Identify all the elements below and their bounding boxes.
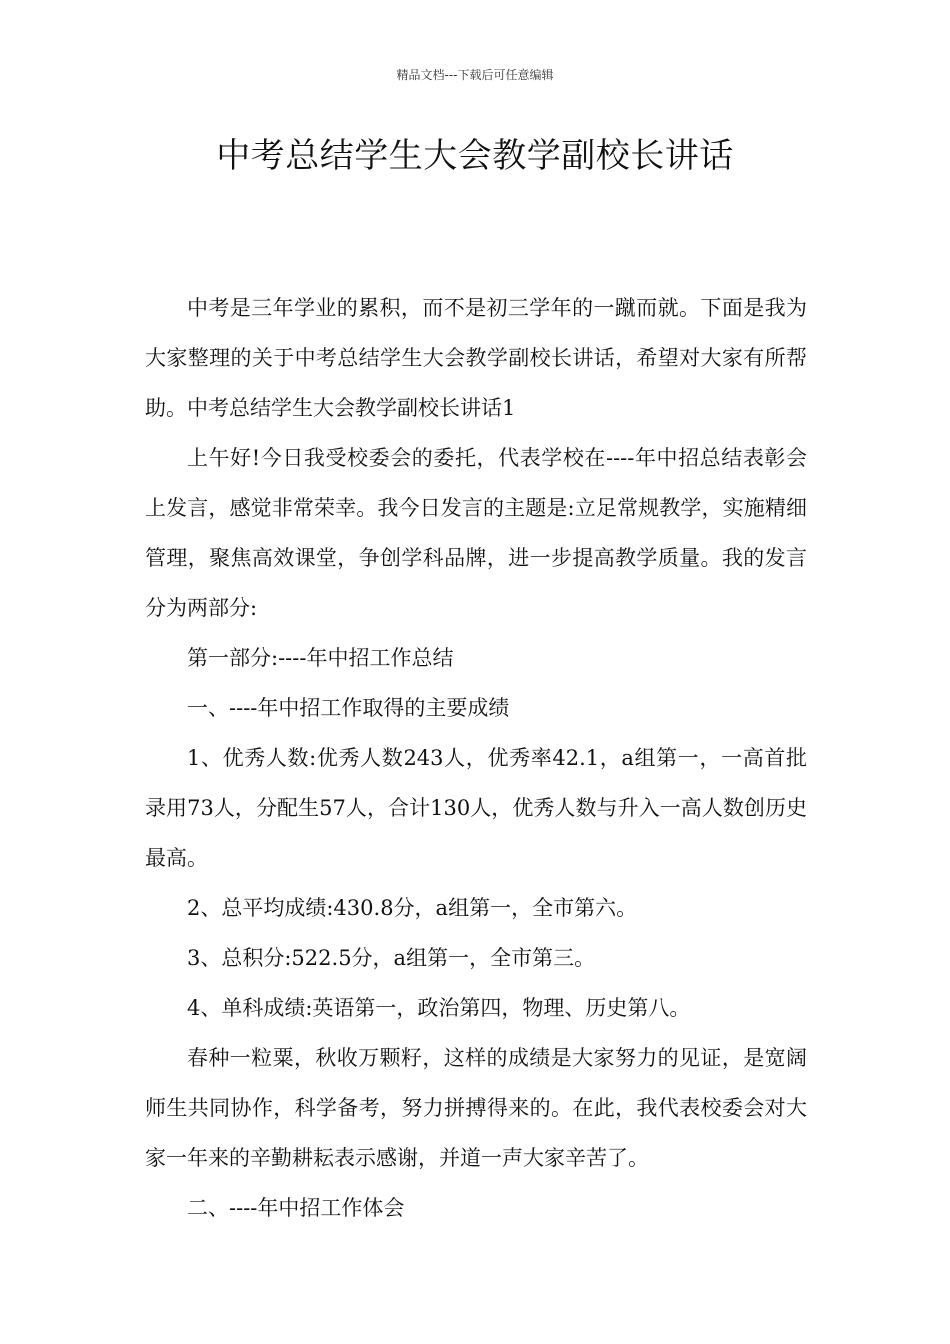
paragraph-greeting: 上午好!今日我受校委会的委托，代表学校在----年中招总结表彰会上发言，感觉非常荣幸。我今日发言的主题是:立足常规教学，实施精细管理，聚焦高效课堂，争创学科品牌，进一步提高教学质量。我的发言分为两部分: [145,446,807,620]
subsection-heading-experience: 二、----年中招工作体会 [187,1196,405,1220]
page-header-note: 精品文档---下载后可任意编辑 [396,68,554,82]
document-title: 中考总结学生大会教学副校长讲话 [216,136,734,176]
section-heading-part-one: 第一部分:----年中招工作总结 [187,646,454,670]
list-item-average-score: 2、总平均成绩:430.8分，a组第一，全市第六。 [187,896,638,920]
paragraph-intro: 中考是三年学业的累积，而不是初三学年的一蹴而就。下面是我为大家整理的关于中考总结学生大会教学副校长讲话，希望对大家有所帮助。中考总结学生大会教学副校长讲话1 [145,296,807,420]
document-body [145,283,807,1233]
list-item-subject-scores: 4、单科成绩:英语第一，政治第四，物理、历史第八。 [187,996,691,1020]
subsection-heading-achievements: 一、----年中招工作取得的主要成绩 [187,696,510,720]
list-item-total-points: 3、总积分:522.5分，a组第一，全市第三。 [187,946,596,970]
paragraph-thanks: 春种一粒粟，秋收万颗籽，这样的成绩是大家努力的见证，是宽阔师生共同协作，科学备考，努力拼搏得来的。在此，我代表校委会对大家一年来的辛勤耕耘表示感谢，并道一声大家辛苦了。 [145,1046,807,1170]
list-item-excellent-count: 1、优秀人数:优秀人数243人，优秀率42.1，a组第一，一高首批录用73人，分配生57人，合计130人，优秀人数与升入一高人数创历史最高。 [145,746,807,870]
